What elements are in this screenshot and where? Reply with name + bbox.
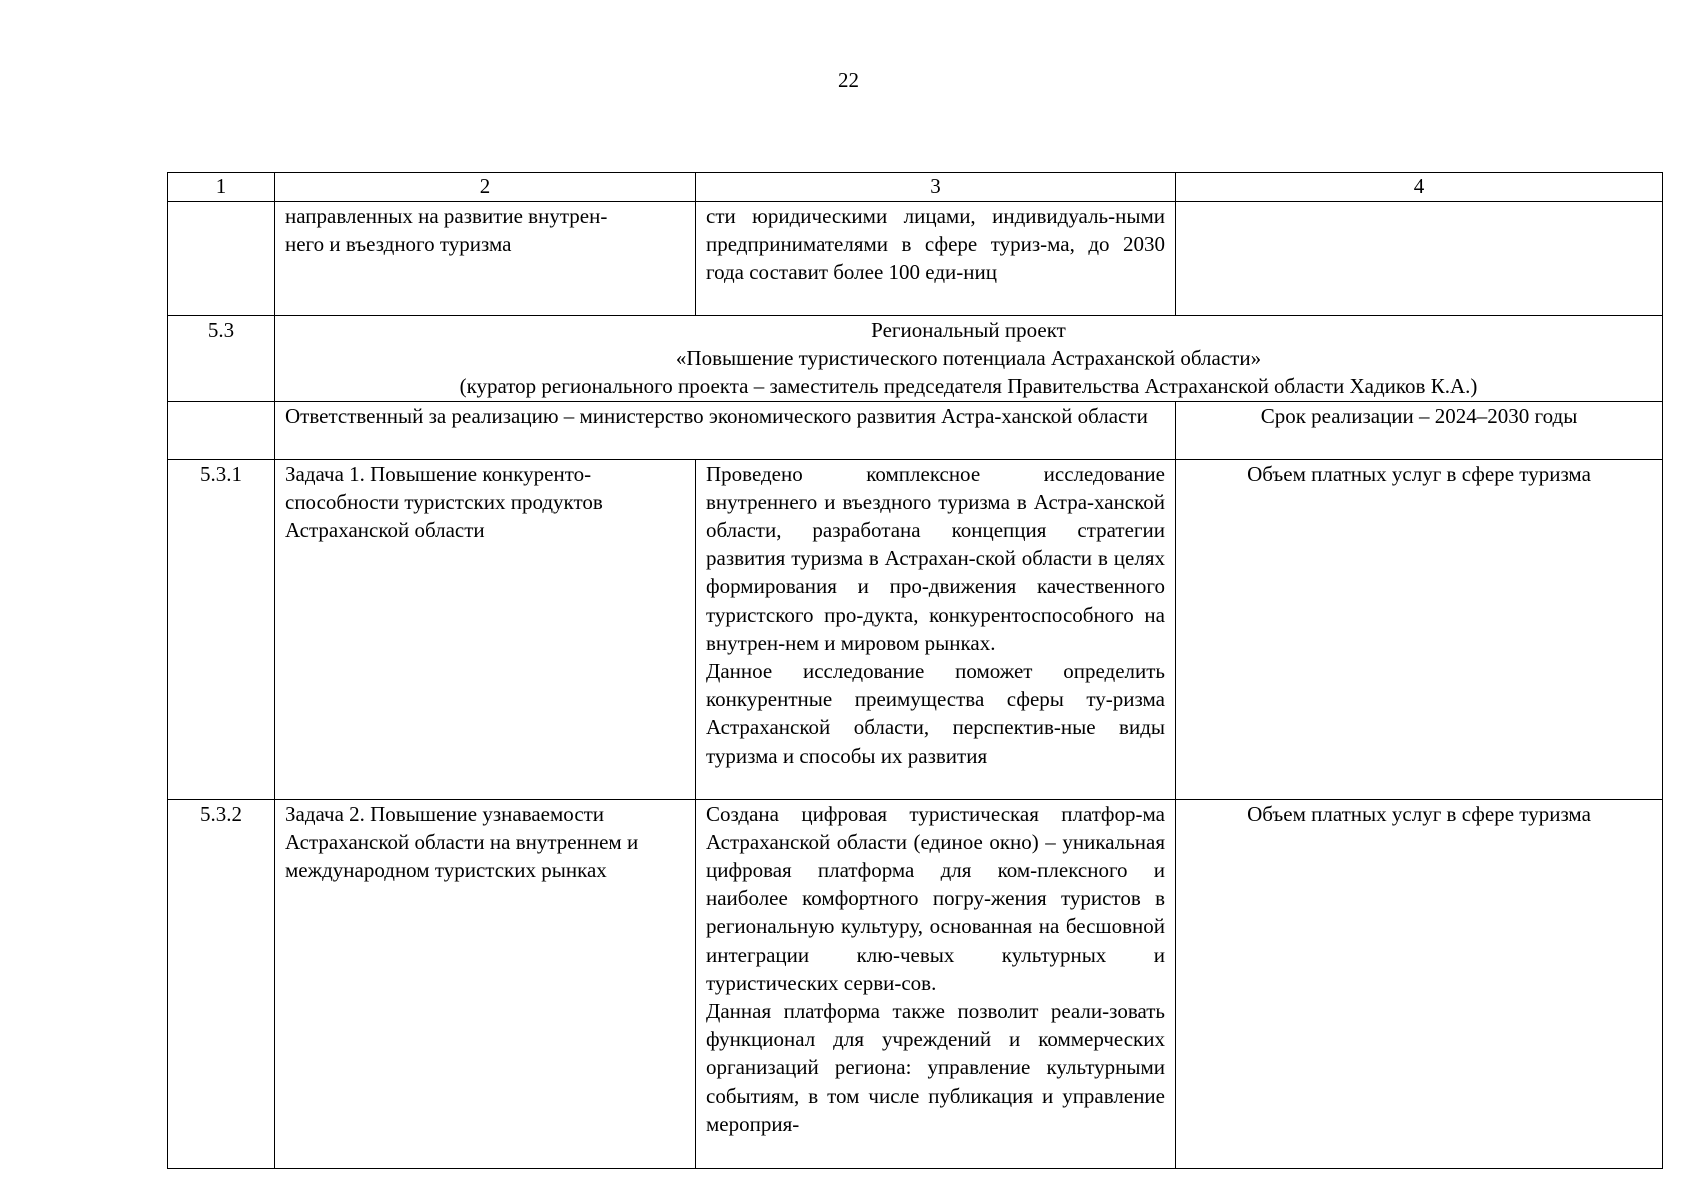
task-result-paragraph-1: Создана цифровая туристическая платфор-ма Астраханской области (единое окно) – уникальная цифровая платформа для ком-плексного и наиболее комфортного погру-жения туристов в региональную культуру, основанная на бесшовной интеграции клю-чевых культурных и туристических серви-сов. [706,801,1165,995]
header-row [168,173,1663,202]
task-result-paragraph-2: Данное исследование поможет определить конкурентные преимущества сферы ту-ризма Астраханской области, перспектив-ные виды туризма и способы их развития [706,659,1165,768]
section-number: 5.3 [168,316,275,402]
section-title-line-1: Региональный проект [871,318,1066,342]
task-indicator: Объем платных услуг в сфере туризма [1176,799,1663,1168]
column-number-3: 3 [696,173,1176,202]
continuation-task-line-1: направленных на развитие внутрен- [285,204,608,228]
task-result-paragraph-1: Проведено комплексное исследование внутреннего и въездного туризма в Астра-ханской области, разработана концепция стратегии развития туризма в Астрахан-ской области в целях формирования и про-движения качественного туристского про-дукта, конкурентоспособного на внутрен-нем и мировом рынках. [706,461,1165,655]
column-number-2: 2 [275,173,696,202]
section-title-line-3: (куратор регионального проекта – заместитель председателя Правительства Астраханской области Хадиков К.А.) [459,374,1478,399]
responsible-row [168,401,1663,459]
continuation-row [168,202,1663,316]
task-description: Задача 2. Повышение узнаваемости Астраханской области на внутреннем и международном туристских рынках [275,799,696,1168]
task-row [168,799,1663,1168]
column-number-1: 1 [168,173,275,202]
task-result-cell [696,799,1176,1168]
task-result-cell [696,459,1176,799]
continuation-result-cell: сти юридическими лицами, индивидуаль-ными предпринимателями в сфере туриз-ма, до 2030 года составит более 100 еди-ниц [696,202,1176,316]
section-title-cell [275,316,1663,402]
section-row [168,316,1663,402]
continuation-indicator-cell [1176,202,1663,316]
task-description: Задача 1. Повышение конкуренто-способности туристских продуктов Астраханской области [275,459,696,799]
responsible-text: Ответственный за реализацию – министерство экономического развития Астра-ханской области [275,401,1176,459]
continuation-task-cell [275,202,696,316]
continuation-task-line-2: него и въездного туризма [285,232,512,257]
implementation-period: Срок реализации – 2024–2030 годы [1176,401,1663,459]
responsible-number-cell [168,401,275,459]
measures-table [167,172,1663,1169]
continuation-number-cell [168,202,275,316]
page-number: 22 [838,68,859,92]
task-number: 5.3.1 [168,459,275,799]
column-number-4: 4 [1176,173,1663,202]
task-row [168,459,1663,799]
task-number: 5.3.2 [168,799,275,1168]
section-title-line-2: «Повышение туристического потенциала Астраханской области» [675,346,1262,371]
task-indicator: Объем платных услуг в сфере туризма [1176,459,1663,799]
task-result-paragraph-2: Данная платформа также позволит реали-зовать функционал для учреждений и коммерческих организаций региона: управление культурными событиям, в том числе публикация и управление мероприя- [706,999,1165,1136]
